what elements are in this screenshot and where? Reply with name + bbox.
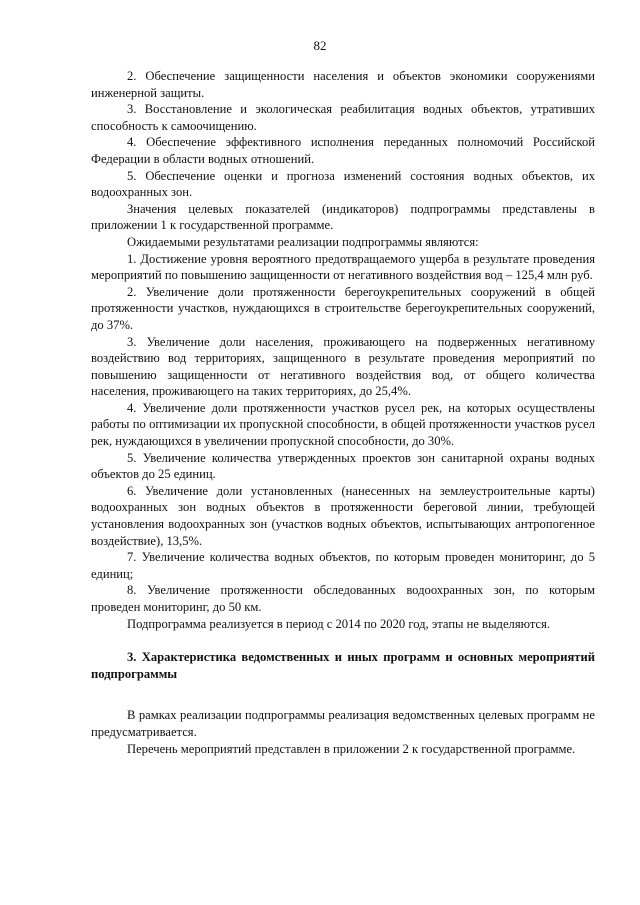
paragraph: 5. Увеличение количества утвержденных проектов зон санитарной охраны водных объектов до 25 единиц. <box>91 450 595 482</box>
paragraph: 6. Увеличение доли установленных (нанесенных на землеустроительные карты) водоохранных зон водных объектов в протяженности береговой линии, требующей установления водоохранных зон (участков водных объектов, испытывающих антропогенное воздействие), 13,5%. <box>91 483 595 548</box>
paragraph: 4. Обеспечение эффективного исполнения переданных полномочий Российской Федерации в области водных отношений. <box>91 135 595 166</box>
page-number: 82 <box>313 38 327 53</box>
paragraph: 5. Обеспечение оценки и прогноза изменений состояния водных объектов, их водоохранных зон. <box>91 168 595 200</box>
paragraph: Подпрограмма реализуется в период с 2014 по 2020 год, этапы не выделяются. <box>127 616 551 631</box>
paragraph: Перечень мероприятий представлен в приложении 2 к государственной программе. <box>127 741 576 756</box>
section-heading: 3. Характеристика ведомственных и иных программ и основных мероприятий подпрограммы <box>91 650 595 681</box>
document-body <box>91 68 595 757</box>
paragraph: 3. Увеличение доли населения, проживающего на подверженных негативному воздействию вод территориях, защищенного в результате проведения мероприятий по повышению защищенности от негативного воздействия вод, от общего количества населения, проживающего на таких территориях, до 25,4%. <box>91 334 595 399</box>
paragraph: Значения целевых показателей (индикаторов) подпрограммы представлены в приложении 1 к государственной программе. <box>91 201 595 233</box>
paragraph: 8. Увеличение протяженности обследованных водоохранных зон, по которым проведен мониторинг, до 50 км. <box>91 583 595 614</box>
paragraph: 7. Увеличение количества водных объектов, по которым проведен мониторинг, до 5 единиц; <box>91 550 595 581</box>
paragraph: Ожидаемыми результатами реализации подпрограммы являются: <box>127 234 479 249</box>
paragraph: 4. Увеличение доли протяженности участков русел рек, на которых осуществлены работы по оптимизации их пропускной способности, в общей протяженности участков русел рек, нуждающихся в увеличении пропускной способности, до 30%. <box>91 400 595 449</box>
paragraph: 2. Обеспечение защищенности населения и объектов экономики сооружениями инженерной защиты. <box>91 69 595 100</box>
paragraph: В рамках реализации подпрограммы реализация ведомственных целевых программ не предусматривается. <box>91 708 595 739</box>
paragraph: 2. Увеличение доли протяженности берегоукрепительных сооружений в общей протяженности участков, нуждающихся в строительстве берегоукрепительных сооружений, до 37%. <box>91 284 595 332</box>
paragraph: 3. Восстановление и экологическая реабилитация водных объектов, утративших способность к самоочищению. <box>91 102 595 133</box>
paragraph: 1. Достижение уровня вероятного предотвращаемого ущерба в результате проведения мероприятий по повышению защищенности от негативного воздействия вод – 125,4 млн руб. <box>91 251 595 283</box>
